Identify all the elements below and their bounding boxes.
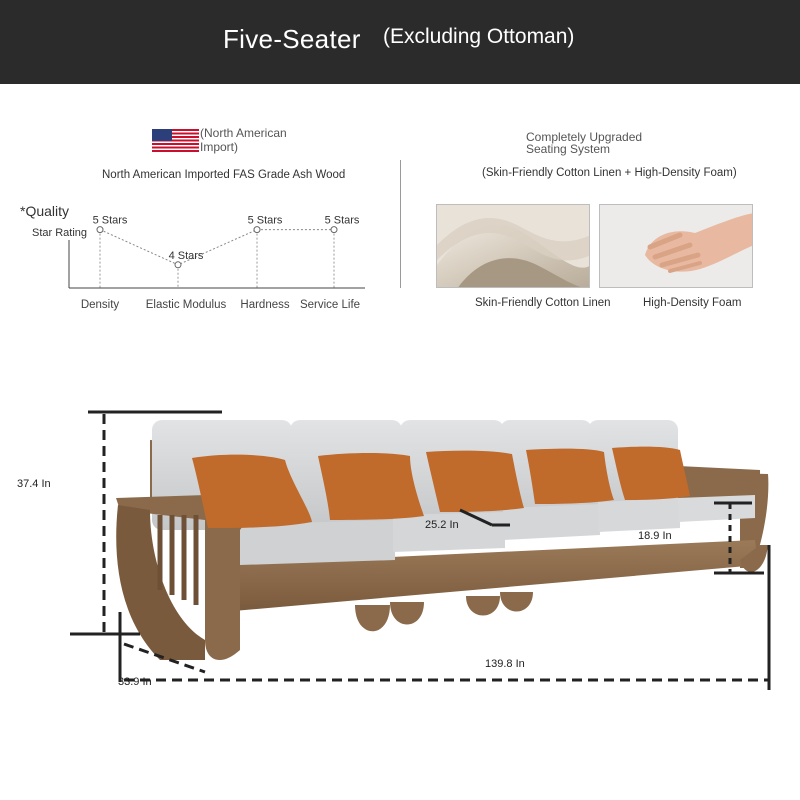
rating-category-label: Service Life <box>299 299 361 311</box>
dimension-length: 139.8 In <box>485 658 525 670</box>
seating-heading-line1: Completely Upgraded <box>526 130 643 144</box>
seating-heading-line2: Seating System <box>526 142 611 156</box>
material-label-foam: High-Density Foam <box>643 297 742 309</box>
wood-description: North American Imported FAS Grade Ash Wood <box>102 169 346 181</box>
rating-category-label: Density <box>80 299 120 311</box>
rating-data-label: 5 Stars <box>92 214 128 227</box>
origin-line2: Import) <box>200 140 239 154</box>
dimension-height: 37.4 In <box>17 478 51 490</box>
origin-line1: (North American <box>200 126 287 140</box>
star-rating-label: Star Rating <box>32 227 88 239</box>
seating-description: (Skin-Friendly Cotton Linen + High-Density Foam) <box>482 167 737 179</box>
rating-data-label: 5 Stars <box>324 214 360 227</box>
rating-data-label: 5 Stars <box>247 214 283 227</box>
material-label-linen: Skin-Friendly Cotton Linen <box>475 297 611 309</box>
page-subtitle: (Excluding Ottoman) <box>383 25 575 48</box>
dimension-seat-height: 18.9 In <box>638 530 672 542</box>
dimension-depth: 33.9 In <box>118 676 152 688</box>
rating-category-label: Elastic Modulus <box>145 299 227 311</box>
page-title: Five-Seater <box>223 24 361 54</box>
dimension-seat-depth: 25.2 In <box>425 519 459 531</box>
rating-category-label: Hardness <box>240 299 290 311</box>
quality-heading: *Quality <box>20 203 70 219</box>
rating-data-label: 4 Stars <box>168 249 204 262</box>
